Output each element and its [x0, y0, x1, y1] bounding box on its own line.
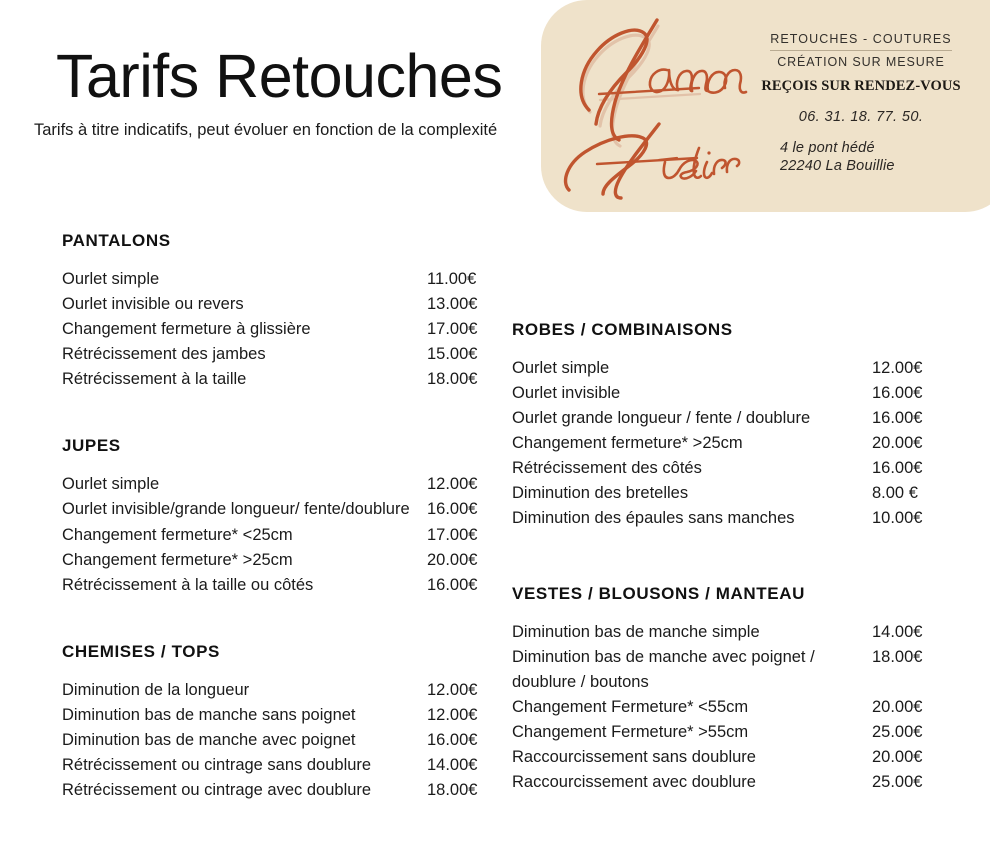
service-price: 13.00€	[427, 295, 478, 314]
service-price: 20.00€	[872, 697, 923, 716]
business-card	[541, 0, 990, 212]
price-row	[512, 770, 942, 795]
price-section	[512, 320, 942, 532]
service-price: 25.00€	[872, 773, 923, 792]
price-row	[512, 431, 942, 456]
service-label: Changement fermeture à glissière	[62, 320, 311, 339]
service-label: Diminution bas de manche simple	[512, 622, 760, 641]
service-price: 14.00€	[427, 756, 478, 775]
service-label: Diminution bas de manche avec poignet	[62, 730, 356, 749]
service-label: Diminution des épaules sans manches	[512, 509, 795, 528]
price-row	[62, 778, 482, 803]
service-price: 18.00€	[872, 647, 923, 666]
price-section	[62, 642, 482, 803]
price-row	[512, 406, 942, 431]
price-column-left	[62, 231, 482, 803]
price-row	[512, 456, 942, 481]
price-row	[62, 753, 482, 778]
services-line-2: CRÉATION SUR MESURE	[777, 54, 945, 69]
price-row	[62, 267, 482, 292]
service-price: 15.00€	[427, 345, 478, 364]
service-price: 17.00€	[427, 320, 478, 339]
price-rows	[62, 678, 482, 803]
service-price: 16.00€	[872, 409, 923, 428]
service-price: 12.00€	[872, 359, 923, 377]
price-rows	[62, 267, 482, 392]
price-row	[62, 342, 482, 367]
price-row	[512, 720, 942, 745]
services-line-1: RETOUCHES - COUTURES	[770, 31, 952, 51]
price-row	[62, 497, 482, 522]
service-label: Changement Fermeture* <55cm	[512, 697, 749, 716]
price-column-right	[512, 320, 942, 795]
service-price: 11.00€	[427, 270, 477, 288]
brand-logo	[541, 0, 756, 212]
service-label: Changement fermeture* >25cm	[62, 550, 293, 569]
service-label: Diminution bas de manche avec poignet / doublure / boutons	[512, 647, 815, 691]
service-label: Ourlet invisible	[512, 384, 621, 403]
service-price: 18.00€	[427, 781, 478, 800]
price-row	[62, 472, 482, 497]
service-label: Raccourcissement sans doublure	[512, 747, 756, 766]
price-rows	[62, 472, 482, 597]
price-row	[62, 678, 482, 703]
service-price: 18.00€	[427, 370, 478, 389]
service-price: 20.00€	[872, 434, 923, 453]
price-row	[62, 367, 482, 392]
page-header	[34, 42, 554, 141]
service-price: 25.00€	[872, 722, 923, 741]
service-label: Ourlet invisible/grande longueur/ fente/doublure	[62, 500, 410, 519]
section-title: ROBES / COMBINAISONS	[512, 320, 733, 339]
section-title: JUPES	[62, 436, 121, 456]
service-label: Rétrécissement ou cintrage avec doublure	[62, 781, 372, 800]
price-row	[62, 573, 482, 598]
service-label: Diminution bas de manche sans poignet	[62, 705, 356, 724]
page-subtitle: Tarifs à titre indicatifs, peut évoluer en fonction de la complexité	[34, 121, 498, 139]
page-title: Tarifs Retouches	[56, 42, 503, 110]
service-price: 16.00€	[872, 384, 923, 403]
service-label: Ourlet invisible ou revers	[62, 295, 244, 314]
address	[756, 139, 966, 175]
address-line-2: 22240 La Bouillie	[780, 157, 895, 174]
service-label: Ourlet simple	[62, 475, 160, 494]
section-title: CHEMISES / TOPS	[62, 641, 220, 661]
price-row	[512, 381, 942, 406]
price-row	[62, 703, 482, 728]
price-section	[62, 231, 482, 392]
price-row	[512, 745, 942, 770]
price-row	[512, 620, 942, 645]
service-price: 8.00 €	[872, 484, 918, 503]
price-row	[512, 506, 942, 531]
price-row	[512, 356, 942, 381]
service-label: Ourlet grande longueur / fente / doublure	[512, 409, 811, 428]
service-label: Rétrécissement des côtés	[512, 459, 702, 478]
price-row	[62, 728, 482, 753]
address-line-1: 4 le pont hédé	[780, 139, 875, 156]
service-price: 12.00€	[427, 705, 478, 724]
service-price: 17.00€	[427, 525, 478, 544]
service-label: Raccourcissement avec doublure	[512, 773, 756, 792]
service-price: 20.00€	[872, 747, 923, 766]
price-row	[512, 645, 942, 695]
service-label: Ourlet simple	[512, 359, 610, 377]
service-label: Rétrécissement ou cintrage sans doublure	[62, 756, 372, 775]
phone-number: 06. 31. 18. 77. 50.	[798, 108, 924, 125]
service-price: 16.00€	[427, 575, 478, 594]
price-rows	[512, 620, 942, 796]
service-price: 16.00€	[427, 730, 478, 749]
service-label: Rétrécissement à la taille	[62, 370, 247, 389]
section-title: PANTALONS	[62, 231, 171, 250]
service-label: Diminution de la longueur	[62, 680, 250, 699]
price-row	[512, 695, 942, 720]
price-row	[62, 317, 482, 342]
service-price: 16.00€	[427, 500, 478, 519]
service-price: 16.00€	[872, 459, 923, 478]
price-row	[62, 292, 482, 317]
business-contact-info	[756, 0, 966, 175]
price-section	[62, 436, 482, 597]
price-rows	[512, 356, 942, 532]
hamon-atelier-script-icon	[547, 12, 752, 202]
price-row	[512, 481, 942, 506]
price-row	[62, 523, 482, 548]
appointment-notice: REÇOIS SUR RENDEZ-VOUS	[761, 77, 961, 94]
service-price: 10.00€	[872, 509, 923, 528]
service-price: 12.00€	[427, 475, 478, 494]
price-row	[62, 548, 482, 573]
service-price: 12.00€	[427, 680, 478, 699]
service-label: Diminution des bretelles	[512, 484, 689, 503]
service-price: 20.00€	[427, 550, 478, 569]
service-price: 14.00€	[872, 622, 923, 641]
price-section	[512, 584, 942, 796]
service-label: Changement Fermeture* >55cm	[512, 722, 749, 741]
section-title: VESTES / BLOUSONS / MANTEAU	[512, 583, 805, 603]
service-label: Ourlet simple	[62, 270, 160, 288]
service-label: Rétrécissement des jambes	[62, 345, 266, 364]
service-label: Rétrécissement à la taille ou côtés	[62, 575, 314, 594]
service-label: Changement fermeture* >25cm	[512, 434, 743, 453]
service-label: Changement fermeture* <25cm	[62, 525, 293, 544]
